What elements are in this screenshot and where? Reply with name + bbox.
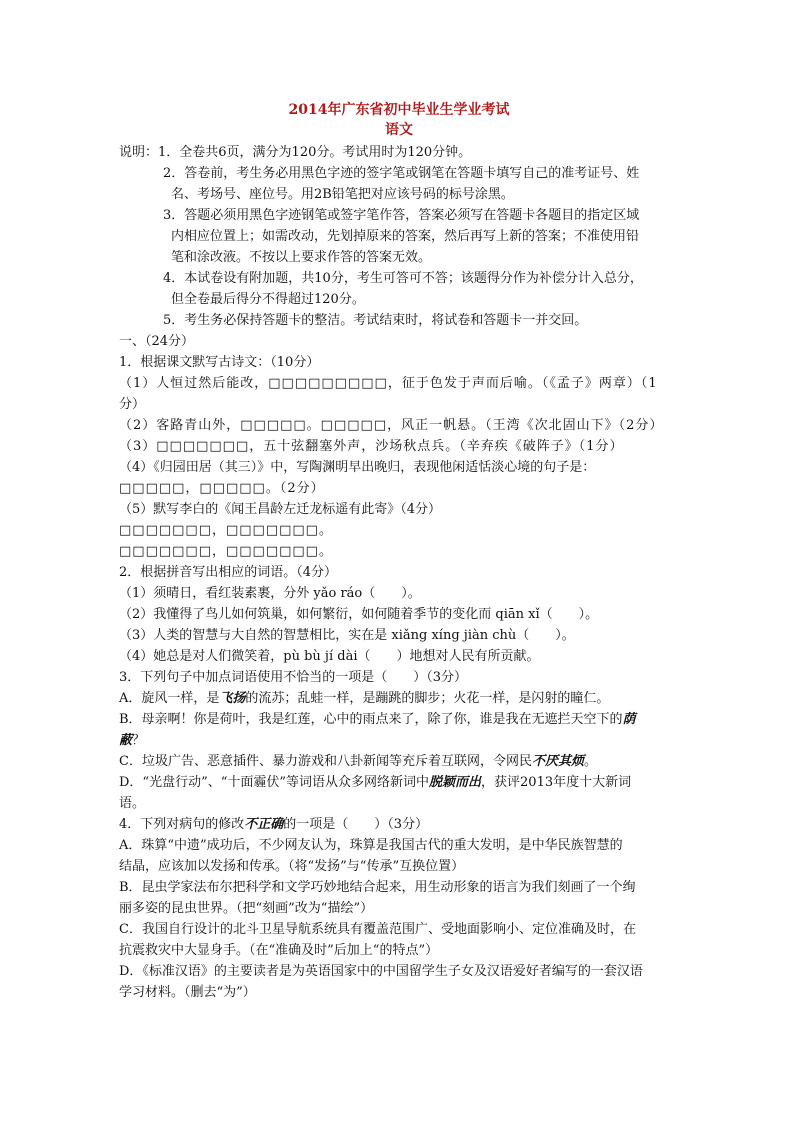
question-1-stem: 1．根据课文默写古诗文：（10分） <box>119 355 320 370</box>
question-1-part-1-cont: 分） <box>119 397 146 412</box>
question-3-option-b-cont: 蔽？ <box>119 733 146 748</box>
instruction-3-cont-1: 内相应位置上；如需改动，先划掉原来的答案，然后再写上新的答案；不准使用铅 <box>171 229 640 244</box>
emphasized-word: 脱颖而出 <box>429 775 482 790</box>
question-1-part-5-line-1: □□□□□□□，□□□□□□□。 <box>119 523 333 538</box>
question-4-option-a: A．珠算“中遗”成功后，不少网友认为，珠算是我国古代的重大发明，是中华民族智慧的 <box>119 838 623 853</box>
instruction-3: 3．答题必须用黑色字迹钢笔或签字笔作答，答案必须写在答题卡各题目的指定区域 <box>163 208 640 223</box>
question-2-part-3: （3）人类的智慧与大自然的智慧相比，实在是 xiǎng xíng jiàn chù（ ）。 <box>119 628 575 643</box>
instruction-3-cont-2: 笔和涂改液。不按以上要求作答的答案无效。 <box>171 250 432 265</box>
emphasized-word: 飞扬 <box>219 691 246 706</box>
section-heading: 一、（24分） <box>119 334 195 349</box>
instruction-5: 5．考生务必保持答题卡的整洁。考试结束时，将试卷和答题卡一并交回。 <box>163 313 588 328</box>
instruction-4-cont: 但全卷最后得分不得超过120分。 <box>171 292 365 307</box>
question-4-stem: 4．下列对病句的修改不正确的一项是（ ）（3分） <box>119 817 429 832</box>
instruction-4: 4．本试卷设有附加题，共10分，考生可答可不答；该题得分作为补偿分计入总分， <box>163 271 643 286</box>
instruction-2-cont: 名、考场号、座位号。用2B铅笔把对应该号码的标号涂黑。 <box>171 187 514 202</box>
question-4-option-c-cont: 抗震救灾中大显身手。（在“准确及时”后加上“的特点”） <box>119 943 439 958</box>
question-1-part-5-line-2: □□□□□□□，□□□□□□□。 <box>119 544 333 559</box>
question-4-option-b: B．昆虫学家法布尔把科学和文学巧妙地结合起来，用生动形象的语言为我们刻画了一个绚 <box>119 880 636 895</box>
question-3-option-d: D．“光盘行动”、“十面霾伏”等词语从众多网络新词中脱颖而出，获评2013年度十大新词 <box>119 775 632 790</box>
question-1-part-2: （2）客路青山外，□□□□□。□□□□□，风正一帆悬。（王湾《次北固山下》（2分） <box>119 418 664 433</box>
question-4-option-a-cont: 结晶，应该加以发扬和传承。（将“发扬”与“传承”互换位置） <box>119 859 465 874</box>
question-1-part-3: （3）□□□□□□□，五十弦翻塞外声，沙场秋点兵。（辛弃疾《破阵子》（1分） <box>119 439 624 454</box>
question-4-option-d-cont: 学习材料。（删去“为”） <box>119 985 256 1000</box>
question-1-part-4: （4）《归园田居（其三）》中，写陶渊明早出晚归，表现他闲适恬淡心境的句子是： <box>119 460 596 475</box>
instruction-2: 2．答卷前，考生务必用黑色字迹的签字笔或钢笔在答题卡填写自己的准考证号、姓 <box>163 166 640 181</box>
question-3-option-c: C．垃圾广告、恶意插件、暴力游戏和八卦新闻等充斥着互联网，令网民不厌其烦。 <box>119 754 597 769</box>
emphasized-word: 不正确 <box>244 817 284 832</box>
question-3-option-b: B．母亲啊！你是荷叶，我是红莲，心中的雨点来了，除了你，谁是我在无遮拦天空下的荫 <box>119 712 636 727</box>
question-2-part-2: （2）我懂得了鸟儿如何筑巢，如何繁衍，如何随着季节的变化而 qiān xǐ（ ）。 <box>119 607 599 622</box>
question-1-part-5: （5）默写李白的《闻王昌龄左迁龙标遥有此寄》（4分） <box>119 502 442 517</box>
question-4-option-b-cont: 丽多姿的昆虫世界。（把“刻画”改为“描绘”） <box>119 901 374 916</box>
instruction-1: 说明：1．全卷共6页，满分为120分。考试用时为120分钟。 <box>119 145 472 160</box>
exam-subject: 语文 <box>385 122 413 138</box>
question-2 <box>119 562 679 667</box>
question-4-option-c: C．我国自行设计的北斗卫星导航系统具有覆盖范围广、受地面影响小、定位准确及时，在 <box>119 922 636 937</box>
emphasized-word: 不厌其烦 <box>531 754 584 769</box>
question-1 <box>119 352 679 562</box>
question-2-stem: 2．根据拼音写出相应的词语。（4分） <box>119 565 338 580</box>
question-2-part-1: （1）须晴日，看红装素裹，分外 yǎo ráo（ ）。 <box>119 586 421 601</box>
question-4 <box>119 814 679 1003</box>
instructions <box>119 142 679 331</box>
instructions-label: 说明： <box>119 145 159 160</box>
question-1-part-4-answer: □□□□□，□□□□□。（2分） <box>119 481 325 496</box>
emphasized-word: 荫 <box>622 712 636 727</box>
question-3-option-a: A．旋风一样，是飞扬的流苏；乱蛙一样，是蹦跳的脚步；火花一样，是闪射的瞳仁。 <box>119 691 610 706</box>
exam-page <box>119 100 679 1003</box>
question-3 <box>119 667 679 814</box>
question-2-part-4: （4）她总是对人们微笑着，pù bù jí dài（ ）地想对人民有所贡献。 <box>119 649 540 664</box>
question-3-option-d-cont: 语。 <box>119 796 146 811</box>
exam-title: 2014年广东省初中毕业生学业考试 <box>288 102 510 118</box>
question-1-part-1: （1）人恒过然后能改，□□□□□□□□□，征于色发于声而后喻。（《孟子》两章）（1 <box>119 376 658 391</box>
emphasized-word: 蔽 <box>119 733 133 748</box>
question-4-option-d: D．《标准汉语》的主要读者是为英语国家中的中国留学生子女及汉语爱好者编写的一套汉语 <box>119 964 643 979</box>
question-3-stem: 3．下列句子中加点词语使用不恰当的一项是（ ）（3分） <box>119 670 468 685</box>
